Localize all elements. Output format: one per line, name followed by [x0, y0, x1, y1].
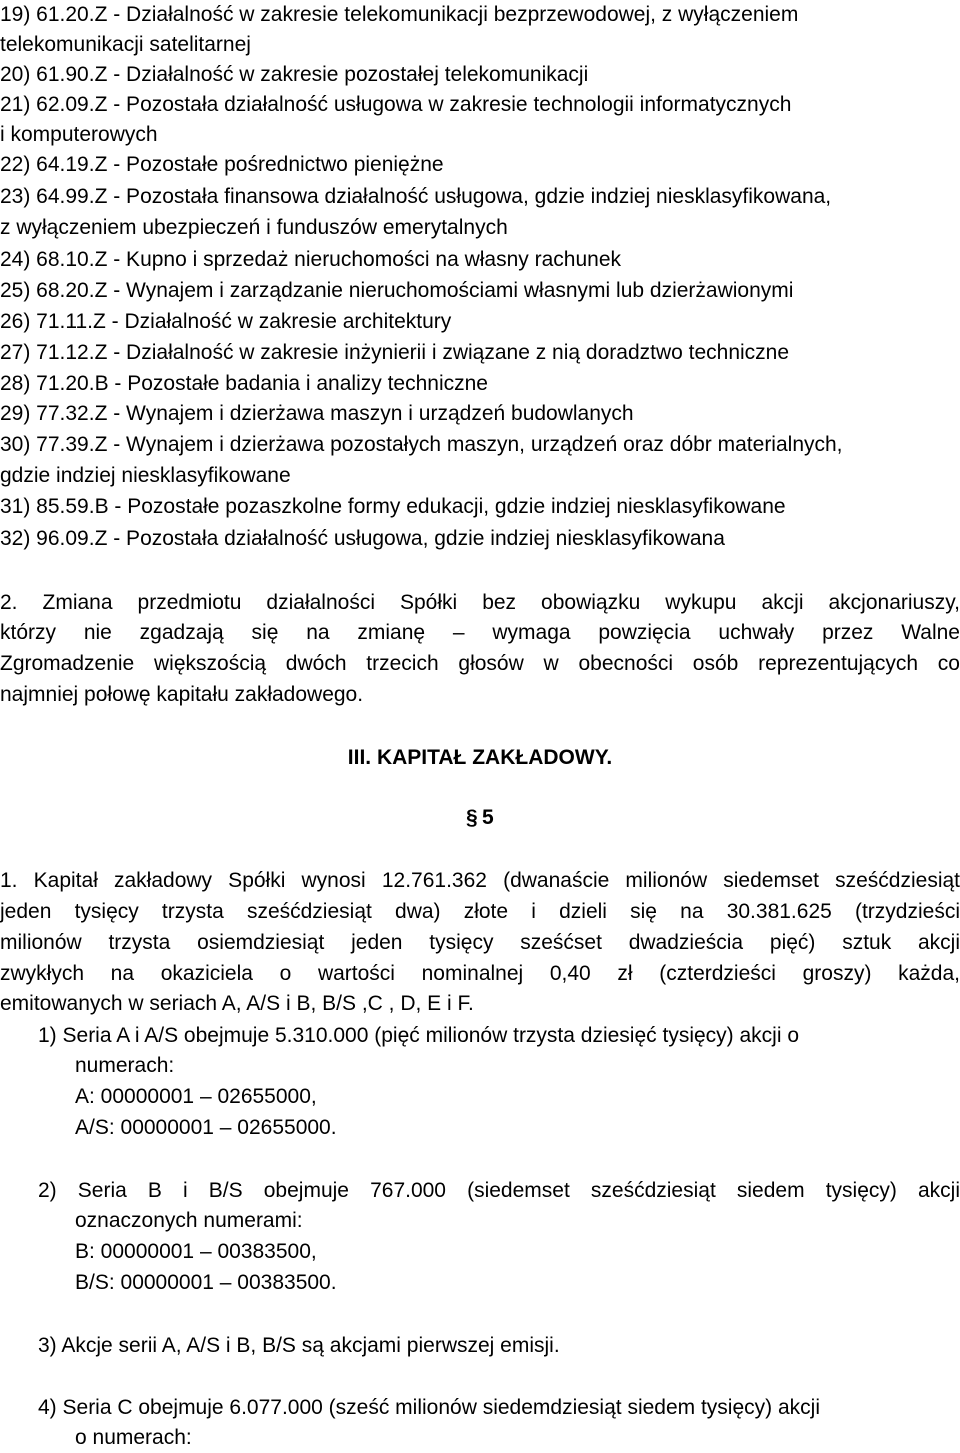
list-item-22: 22) 64.19.Z - Pozostałe pośrednictwo pieniężne — [0, 153, 444, 176]
series4-line2: o numerach: — [75, 1426, 192, 1449]
list-item-31: 31) 85.59.B - Pozostałe pozaszkolne formy edukacji, gdzie indziej niesklasyfikowane — [0, 495, 786, 518]
point2-line2: którzy nie zgadzają się na zmianę – wymaga powzięcia uchwały przez Walne — [0, 621, 960, 644]
point1-line2: jeden tysięcy trzysta sześćdziesiąt dwa) złote i dzieli się na 30.381.625 (trzydzieści — [0, 900, 960, 923]
list-item-21-line1: 21) 62.09.Z - Pozostała działalność usługowa w zakresie technologii informatycznych — [0, 93, 792, 116]
list-item-23-line2: z wyłączeniem ubezpieczeń i funduszów emerytalnych — [0, 216, 508, 239]
list-item-23-line1: 23) 64.99.Z - Pozostała finansowa działalność usługowa, gdzie indziej niesklasyfikowana, — [0, 185, 832, 208]
section-heading: III. KAPITAŁ ZAKŁADOWY. — [347, 746, 613, 769]
list-item-29: 29) 77.32.Z - Wynajem i dzierżawa maszyn i urządzeń budowlanych — [0, 402, 634, 425]
series2-line4: B/S: 00000001 – 00383500. — [75, 1271, 337, 1294]
list-item-28: 28) 71.20.B - Pozostałe badania i analizy techniczne — [0, 372, 488, 395]
point1-line1: 1. Kapitał zakładowy Spółki wynosi 12.761.362 (dwanaście milionów siedemset sześćdziesiąt — [0, 869, 960, 892]
series3-line1: 3) Akcje serii A, A/S i B, B/S są akcjami pierwszej emisji. — [38, 1334, 560, 1357]
list-item-30-line1: 30) 77.39.Z - Wynajem i dzierżawa pozostałych maszyn, urządzeń oraz dóbr materialnych, — [0, 433, 843, 456]
list-item-21-line2: i komputerowych — [0, 123, 158, 146]
series1-line4: A/S: 00000001 – 02655000. — [75, 1116, 337, 1139]
point2-line4: najmniej połowę kapitału zakładowego. — [0, 683, 364, 706]
series1-line3: A: 00000001 – 02655000, — [75, 1085, 317, 1108]
paragraph-number: 5 — [482, 806, 494, 829]
series1-line1: 1) Seria A i A/S obejmuje 5.310.000 (pięć milionów trzysta dziesięć tysięcy) akcji o — [38, 1024, 800, 1047]
series4-line1: 4) Seria C obejmuje 6.077.000 (sześć milionów siedemdziesiąt siedem tysięcy) akcji — [38, 1396, 820, 1419]
list-item-19-line1: 19) 61.20.Z - Działalność w zakresie telekomunikacji bezprzewodowej, z wyłączeniem — [0, 3, 799, 26]
paragraph-symbol: § — [466, 806, 478, 829]
point1-line4: zwykłych na okaziciela o wartości nominalnej 0,40 zł (czterdzieści groszy) każda, — [0, 962, 960, 985]
series2-line1: 2) Seria B i B/S obejmuje 767.000 (siedemset sześćdziesiąt siedem tysięcy) akcji — [38, 1179, 960, 1202]
list-item-26: 26) 71.11.Z - Działalność w zakresie architektury — [0, 310, 452, 333]
series1-line2: numerach: — [75, 1054, 175, 1077]
series2-line3: B: 00000001 – 00383500, — [75, 1240, 317, 1263]
list-item-32: 32) 96.09.Z - Pozostała działalność usługowa, gdzie indziej niesklasyfikowana — [0, 527, 725, 550]
list-item-27: 27) 71.12.Z - Działalność w zakresie inżynierii i związane z nią doradztwo techniczne — [0, 341, 790, 364]
series2-line2: oznaczonych numerami: — [75, 1209, 303, 1232]
point2-line1: 2. Zmiana przedmiotu działalności Spółki bez obowiązku wykupu akcji akcjonariuszy, — [0, 591, 960, 614]
list-item-30-line2: gdzie indziej niesklasyfikowane — [0, 464, 291, 487]
point1-line5: emitowanych w seriach A, A/S i B, B/S ,C , D, E i F. — [0, 992, 474, 1015]
list-item-20: 20) 61.90.Z - Działalność w zakresie pozostałej telekomunikacji — [0, 63, 589, 86]
list-item-24: 24) 68.10.Z - Kupno i sprzedaż nieruchomości na własny rachunek — [0, 248, 621, 271]
point2-line3: Zgromadzenie większością dwóch trzecich głosów w obecności osób reprezentujących co — [0, 652, 960, 675]
paragraph-marker — [466, 803, 506, 833]
list-item-19-line2: telekomunikacji satelitarnej — [0, 33, 251, 56]
point1-line3: milionów trzysta osiemdziesiąt jeden tysięcy sześćset dwadzieścia pięć) sztuk akcji — [0, 931, 960, 954]
list-item-25: 25) 68.20.Z - Wynajem i zarządzanie nieruchomościami własnymi lub dzierżawionymi — [0, 279, 794, 302]
